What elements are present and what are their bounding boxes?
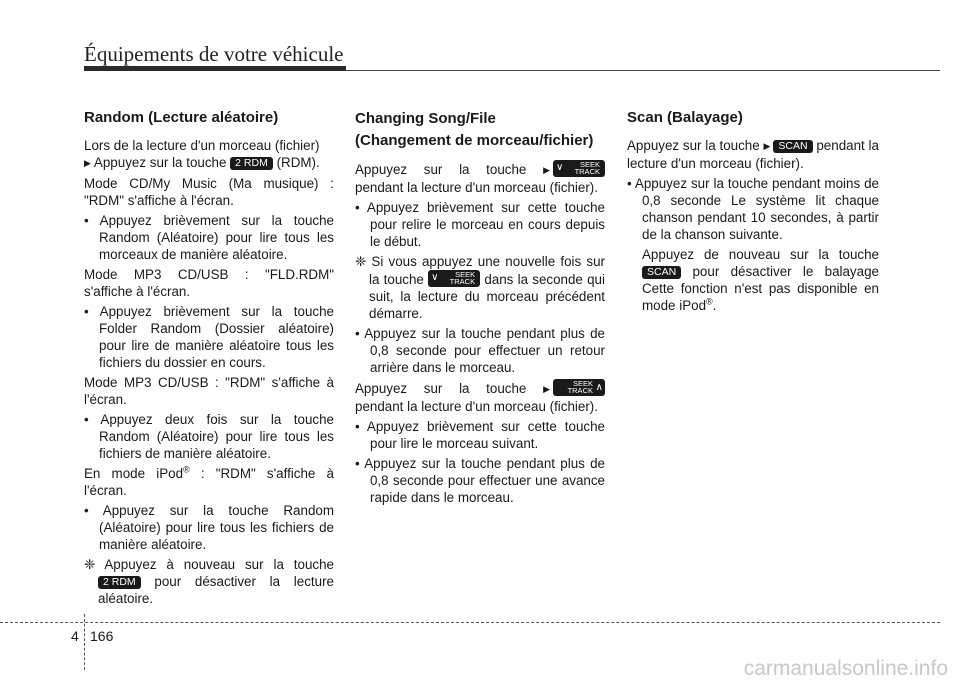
title-line: (Changement de morceau/fichier) [355, 132, 594, 149]
key-label: TRACK [574, 167, 600, 176]
page-number: 166 [90, 628, 114, 644]
play-triangle-icon: ▶ [543, 384, 550, 394]
column-random [84, 108, 334, 610]
text: pour désactiver le balayage Cette fonction n'est pas disponible en mode iPod [642, 264, 879, 313]
paragraph [627, 246, 879, 314]
paragraph [355, 160, 605, 196]
footer-rule [0, 622, 940, 623]
note-item [355, 253, 605, 322]
bullet-item: • Appuyez sur la touche pendant plus de 0,8 seconde pour effectuer une avance rapide dans le morceau. [355, 456, 605, 505]
key-label: TRACK [567, 386, 593, 395]
bullet-item: • Appuyez brièvement sur la touche Folder Random (Dossier aléatoire) pour lire de manière aléatoire tous les fichiers du dossier en cours. [84, 304, 334, 370]
seek-track-up-key-icon [553, 379, 605, 396]
chevron-down-icon: ∨ [555, 162, 564, 173]
title-line: Changing Song/File [355, 110, 496, 127]
paragraph [355, 379, 605, 415]
watermark: carmanualsonline.info [743, 657, 948, 680]
key-label: SEEK [579, 160, 600, 169]
section-title-random: Random (Lecture aléatoire) [84, 109, 279, 126]
text: ❈ Appuyez à nouveau sur la touche [84, 557, 334, 572]
scan-key-icon: SCAN [773, 140, 812, 153]
registered-mark: ® [183, 464, 190, 475]
rdm-key-icon: 2 RDM [230, 157, 273, 170]
play-triangle-icon: ▶ [84, 158, 91, 168]
key-label: SEEK [572, 379, 593, 388]
paragraph: Mode MP3 CD/USB : "FLD.RDM" s'affiche à l'écran. [84, 267, 334, 299]
bullet-item: • Appuyez sur la touche Random (Aléatoire) pour lire tous les fichiers de manière aléatoire. [84, 503, 334, 552]
seek-track-down-key-icon [553, 160, 605, 177]
page-header-title: Équipements de votre véhicule [84, 42, 344, 66]
text: Appuyez sur la touche [93, 155, 227, 170]
text: pendant la lecture d'un morceau (fichier). [355, 180, 598, 195]
note-item [84, 556, 334, 607]
chapter-number: 4 [71, 628, 79, 644]
text: ❈ Si vous appuyez une nouvelle fois sur la touche [355, 254, 605, 287]
chevron-down-icon: ∨ [431, 272, 439, 283]
paragraph: Mode CD/My Music (Ma musique) : "RDM" s'affiche à l'écran. [84, 176, 334, 208]
paragraph [84, 137, 334, 172]
text: dans la seconde qui suit, la lecture du morceau précédent démarre. [369, 272, 605, 321]
key-label: SEEK [455, 270, 476, 279]
chevron-up-icon: ∧ [595, 382, 603, 393]
section-title-scan: Scan (Balayage) [627, 109, 743, 126]
play-triangle-icon: ▶ [763, 141, 771, 151]
bullet-item: • Appuyez brièvement sur cette touche pour relire le morceau en cours depuis le début. [355, 200, 605, 249]
text: Appuyez sur la touche [355, 162, 527, 177]
text: Lors de la lecture d'un morceau (fichier) [84, 138, 320, 153]
text: Appuyez de nouveau sur la touche [642, 247, 879, 262]
text: : "RDM" s'affiche à l'écran. [84, 466, 334, 498]
paragraph: Mode MP3 CD/USB : "RDM" s'affiche à l'écran. [84, 375, 334, 407]
seek-track-down-key-icon [428, 270, 480, 287]
header-rule [346, 70, 940, 71]
play-triangle-icon: ▶ [543, 165, 550, 175]
text: pour désactiver la lecture aléatoire. [98, 574, 334, 606]
registered-mark: ® [706, 296, 713, 307]
paragraph [627, 137, 879, 172]
paragraph [84, 465, 334, 499]
section-title-changing-song [355, 108, 605, 152]
text: Appuyez sur la touche [355, 381, 527, 396]
header-bar [84, 66, 346, 71]
text: Appuyez sur la touche [627, 138, 760, 153]
scan-key-icon: SCAN [642, 266, 681, 279]
text: pendant la lecture d'un morceau (fichier). [627, 138, 879, 171]
text: En mode iPod [84, 466, 184, 481]
bullet-item: • Appuyez deux fois sur la touche Random (Aléatoire) pour lire tous les fichiers de manière aléatoire. [84, 412, 334, 461]
bullet-item: • Appuyez sur la touche pendant moins de 0,8 seconde Le système lit chaque chanson pendant 10 secondes, à partir de la chanson suivante. [627, 176, 879, 242]
text: pendant la lecture d'un morceau (fichier). [355, 399, 598, 414]
bullet-item: • Appuyez brièvement sur la touche Random (Aléatoire) pour lire tous les morceaux de manière aléatoire. [84, 213, 334, 262]
bullet-item: • Appuyez brièvement sur cette touche pour lire le morceau suivant. [355, 419, 605, 451]
rdm-key-icon: 2 RDM [98, 576, 141, 589]
footer-divider [84, 614, 85, 670]
column-scan [627, 108, 879, 317]
bullet-item: • Appuyez sur la touche pendant plus de 0,8 seconde pour effectuer un retour arrière dans le morceau. [355, 326, 605, 375]
key-label: TRACK [449, 277, 476, 286]
column-changing-song [355, 108, 605, 509]
text: . [712, 298, 717, 313]
text: (RDM). [276, 155, 320, 170]
